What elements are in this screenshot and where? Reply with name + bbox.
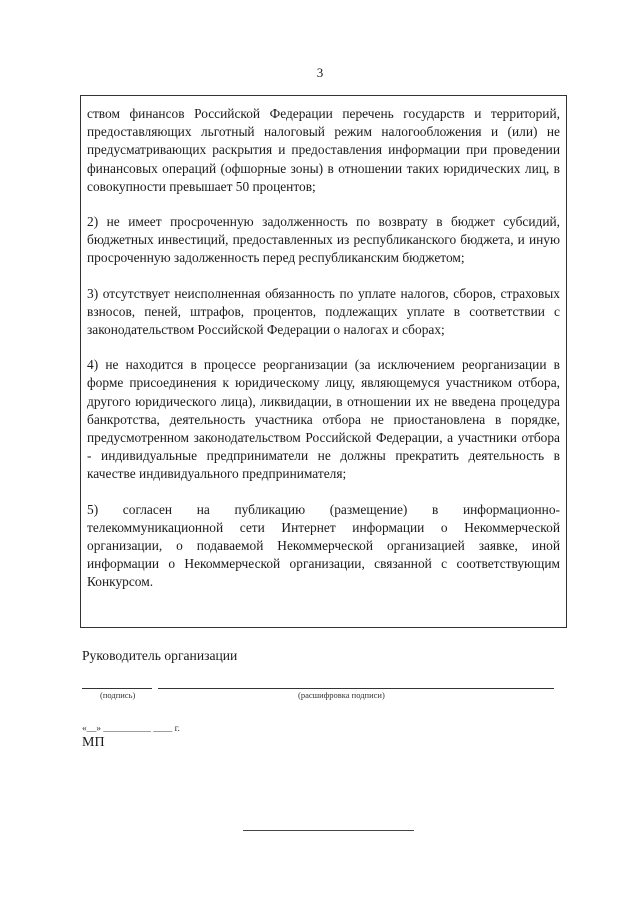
- stamp-label: МП: [82, 735, 105, 750]
- page-number: 3: [316, 65, 324, 80]
- signature-caption: (подпись): [100, 690, 136, 700]
- head-of-organization-label: Руководитель организации: [82, 648, 238, 663]
- bottom-rule: [243, 830, 414, 831]
- paragraph-publication-consent: 5) согласен на публикацию (размещение) в информационно-телекоммуникационной сети Интернет информации о Некоммерческой организации, о подаваемой Некоммерческой организацией заявке, иной информации о Некоммерческой организации, связанной с соответствующим Конкурсом.: [87, 501, 560, 590]
- signature-decoding-line: [158, 688, 554, 689]
- paragraph-taxes: 3) отсутствует неисполненная обязанность по уплате налогов, сборов, страховых взносов, пеней, штрафов, процентов, подлежащих уплате в соответствии с законодательством Российской Федерации о налогах и сборах;: [87, 285, 560, 338]
- paragraph-reorganization: 4) не находится в процессе реорганизации (за исключением реорганизации в форме присоединения к юридическому лицу, являющемуся участником отбора, другого юридического лица), ликвидации, в отношении их не введена процедура банкротства, деятельность участника отбора не приостановлена в порядке, предусмотренном законодательством Российской Федерации, а участники отбора - индивидуальные предприниматели не должны прекратить деятельность в качестве индивидуального предпринимателя;: [87, 357, 560, 482]
- decoding-caption: (расшифровка подписи): [298, 690, 385, 700]
- paragraph-debt: 2) не имеет просроченную задолженность по возврату в бюджет субсидий, бюджетных инвестиций, предоставленных из республиканского бюджета, и иную просроченную задолженность перед республиканским бюджетом;: [87, 214, 560, 266]
- date-line: «__» __________ ____ г.: [82, 724, 180, 734]
- signature-line: [82, 688, 152, 689]
- paragraph-offshore: ством финансов Российской Федерации перечень государств и территорий, предоставляющих льготный налоговый режим налогообложения и (или) не предусматривающих раскрытия и предоставления информации при проведении финансовых операций (офшорные зоны) в отношении таких юридических лиц, в совокупности превышает 50 процентов;: [87, 106, 560, 194]
- conditions-box: [80, 95, 567, 628]
